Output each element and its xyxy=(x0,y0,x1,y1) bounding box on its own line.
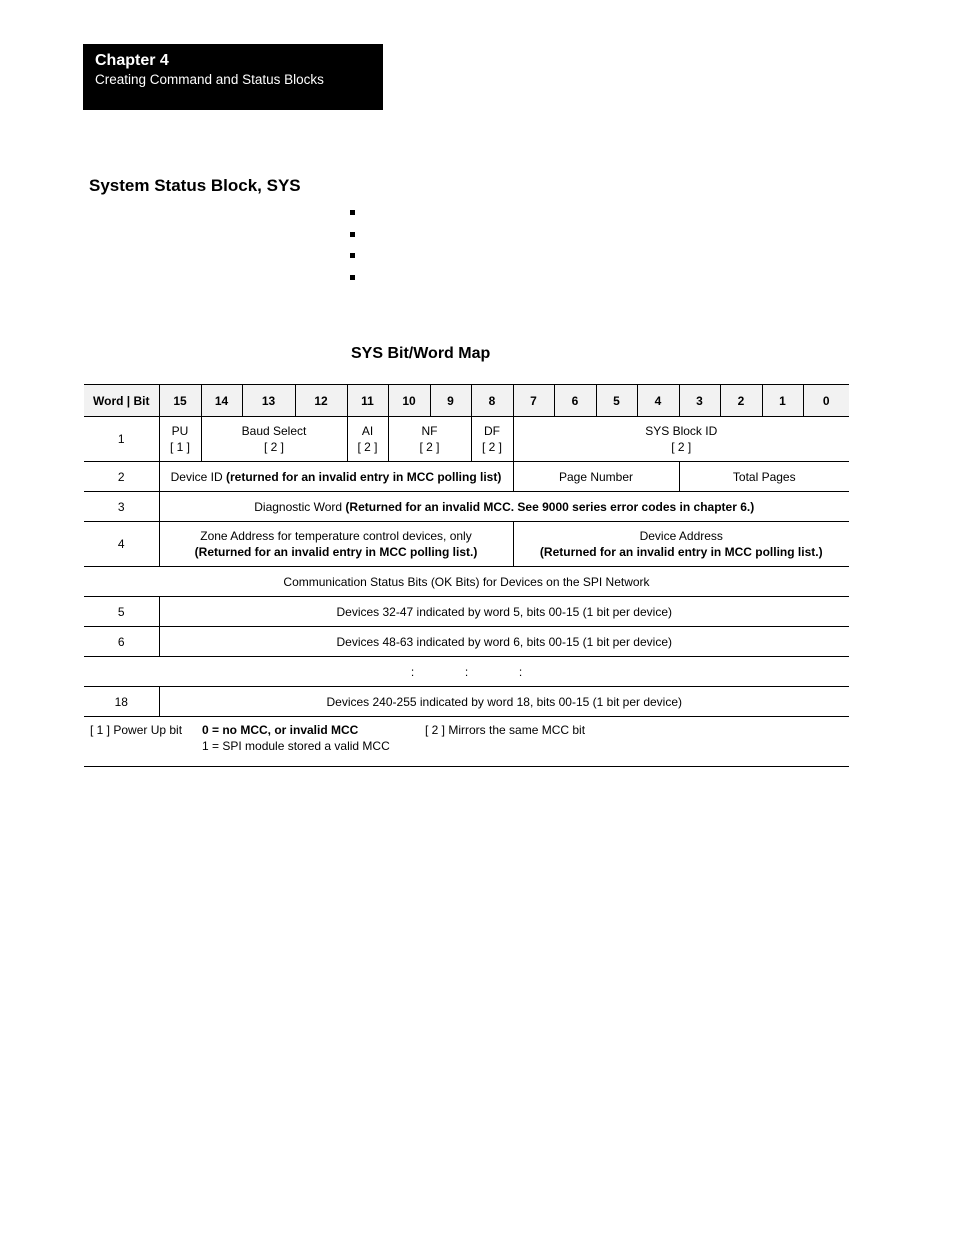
diagnostic-word-cell xyxy=(159,492,849,522)
zone-address-note: (Returned for an invalid entry in MCC polling list.) xyxy=(194,545,478,559)
ellipsis-mark: : xyxy=(518,664,523,679)
footnote-1-value-1: 1 = SPI module stored a valid MCC xyxy=(202,739,390,753)
device-id-label: Device ID xyxy=(170,469,223,484)
device-address-label: Device Address xyxy=(639,529,723,543)
word-number: 1 xyxy=(84,417,159,462)
table-row xyxy=(84,492,849,522)
word-number: 5 xyxy=(84,597,159,627)
zone-address-label: Zone Address for temperature control devices, only xyxy=(200,529,472,543)
zone-address-cell xyxy=(159,522,513,567)
word-number: 4 xyxy=(84,522,159,567)
table-row xyxy=(84,597,849,627)
map-heading: SYS Bit/Word Map xyxy=(351,345,491,362)
bit-header: 12 xyxy=(295,385,347,417)
table-row xyxy=(84,417,849,462)
page-number-cell: Page Number xyxy=(513,462,679,492)
bit-header: 0 xyxy=(803,385,849,417)
nf-label: NF xyxy=(421,424,438,438)
footnotes-cell xyxy=(84,717,849,767)
chapter-header xyxy=(83,44,383,110)
comm-status-heading: Communication Status Bits (OK Bits) for Devices on the SPI Network xyxy=(84,567,849,597)
diagnostic-word-note: (Returned for an invalid MCC. See 9000 series error codes in chapter 6.) xyxy=(345,499,755,514)
total-pages-cell: Total Pages xyxy=(679,462,849,492)
sys-block-id-label: SYS Block ID xyxy=(645,424,718,438)
bullet-square-icon xyxy=(350,232,355,237)
section-heading: System Status Block, SYS xyxy=(89,176,301,195)
bit-header: 4 xyxy=(637,385,679,417)
bit-header: 8 xyxy=(471,385,513,417)
nf-cell xyxy=(388,417,471,462)
df-ref: [ 2 ] xyxy=(481,440,502,454)
bit-header: 11 xyxy=(347,385,388,417)
footnote-1-values xyxy=(202,722,390,754)
bit-header: 1 xyxy=(762,385,803,417)
sys-bit-word-map-table xyxy=(84,384,849,767)
bit-header: 9 xyxy=(430,385,471,417)
bit-header: 2 xyxy=(720,385,762,417)
table-row xyxy=(84,462,849,492)
bit-header: 15 xyxy=(159,385,201,417)
table-row xyxy=(84,627,849,657)
word-number: 18 xyxy=(84,687,159,717)
bit-header: 10 xyxy=(388,385,430,417)
pu-ref: [ 1 ] xyxy=(169,440,190,454)
bit-header: 3 xyxy=(679,385,720,417)
table-row xyxy=(84,657,849,687)
footnote-1-label: [ 1 ] Power Up bit xyxy=(90,723,183,737)
table-row xyxy=(84,567,849,597)
bit-header: 5 xyxy=(596,385,637,417)
header-row xyxy=(84,385,849,417)
word-number: 3 xyxy=(84,492,159,522)
device-address-cell xyxy=(513,522,849,567)
diagnostic-word-label: Diagnostic Word xyxy=(254,499,343,514)
bit-header: 13 xyxy=(242,385,295,417)
footnote-1-value-0: 0 = no MCC, or invalid MCC xyxy=(202,723,359,737)
device-id-cell xyxy=(159,462,513,492)
baud-select-label: Baud Select xyxy=(241,424,307,438)
devices-range-cell: Devices 240-255 indicated by word 18, bits 00-15 (1 bit per device) xyxy=(159,687,849,717)
pu-label: PU xyxy=(171,424,189,438)
df-cell xyxy=(471,417,513,462)
bullet-square-icon xyxy=(350,275,355,280)
sys-block-id-ref: [ 2 ] xyxy=(671,440,692,454)
bullet-square-icon xyxy=(350,253,355,258)
baud-select-ref: [ 2 ] xyxy=(263,440,284,454)
bit-header: 7 xyxy=(513,385,554,417)
table-row xyxy=(84,522,849,567)
footnote-row xyxy=(84,717,849,767)
df-label: DF xyxy=(484,424,500,438)
word-number: 6 xyxy=(84,627,159,657)
devices-range-cell: Devices 48-63 indicated by word 6, bits 00-15 (1 bit per device) xyxy=(159,627,849,657)
nf-ref: [ 2 ] xyxy=(419,440,440,454)
ellipsis-mark: : xyxy=(410,664,415,679)
ai-label: AI xyxy=(361,424,374,438)
bit-header: 6 xyxy=(554,385,596,417)
sys-block-id-cell xyxy=(513,417,849,462)
baud-select-cell xyxy=(201,417,347,462)
bullet-square-icon xyxy=(350,210,355,215)
devices-range-cell: Devices 32-47 indicated by word 5, bits 00-15 (1 bit per device) xyxy=(159,597,849,627)
ellipsis-mark: : xyxy=(464,664,469,679)
device-address-note: (Returned for an invalid entry in MCC polling list.) xyxy=(539,545,823,559)
chapter-number: Chapter 4 xyxy=(95,52,169,69)
word-number: 2 xyxy=(84,462,159,492)
footnote-2: [ 2 ] Mirrors the same MCC bit xyxy=(425,723,586,737)
pu-cell xyxy=(159,417,201,462)
ai-ref: [ 2 ] xyxy=(357,440,378,454)
ai-cell xyxy=(347,417,388,462)
ellipsis-row xyxy=(84,657,849,687)
word-bit-header: Word | Bit xyxy=(84,385,159,417)
bit-header: 14 xyxy=(201,385,242,417)
device-id-note: (returned for an invalid entry in MCC polling list) xyxy=(226,469,502,484)
table-row xyxy=(84,687,849,717)
chapter-title: Creating Command and Status Blocks xyxy=(95,72,324,87)
